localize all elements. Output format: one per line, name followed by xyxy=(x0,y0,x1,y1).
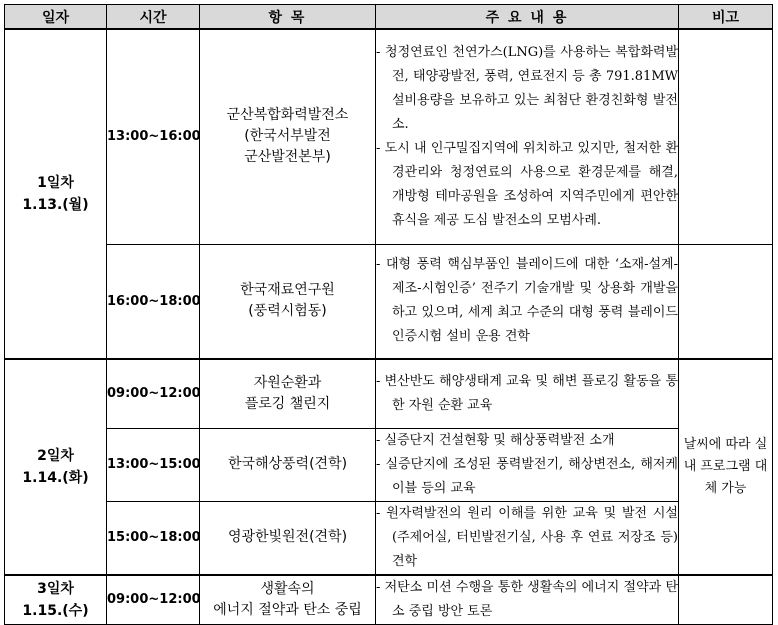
day-date: 1.15.(수) xyxy=(22,602,89,619)
content-para: - 실증단지 건설현황 및 해상풍력발전 소개 xyxy=(376,432,615,448)
item-line: 영광한빛원전(견학) xyxy=(227,529,348,545)
item-line: (한국서부발전 xyxy=(244,128,331,145)
content-para: - 실증단지에 조성된 풍력발전기, 해상변전소, 해저케이블 등의 교육 xyxy=(376,456,678,496)
time-cell: 09:00~12:00 xyxy=(107,575,200,625)
table-header-row xyxy=(5,5,773,30)
day-label: 1일차 xyxy=(37,175,74,191)
content-cell xyxy=(376,428,679,501)
item-cell xyxy=(200,29,376,244)
table-row xyxy=(5,29,773,244)
item-line: 군산복합화력발전소 xyxy=(226,107,349,124)
time-cell: 13:00~16:00 xyxy=(107,29,200,244)
item-line: 한국재료연구원 xyxy=(240,282,335,299)
table-row xyxy=(5,359,773,428)
note-cell xyxy=(679,29,773,244)
header-note: 비고 xyxy=(679,5,773,30)
content-para: - 도시 내 인구밀집지역에 위치하고 있지만, 철저한 환경관리와 청정연료의 사용으로 환경문제를 해결, 개방형 테마공원을 조성하여 지역주민에게 편안한 휴식을 제공 도심 발전소의 모범사례. xyxy=(376,140,678,228)
note-cell xyxy=(679,244,773,359)
content-cell xyxy=(376,29,679,244)
day-label: 2일차 xyxy=(37,447,74,464)
item-cell xyxy=(200,575,376,625)
header-time: 시간 xyxy=(107,5,200,30)
table-row xyxy=(5,575,773,625)
content-para: - 대형 풍력 핵심부품인 블레이드에 대한 ‘소재-설계-제조-시험인증’ 전주기 기술개발 및 상용화 개발을 하고 있으며, 세계 최고 수준의 대형 풍력 블레이드 인증시험 설비 운용 견학 xyxy=(376,257,678,345)
schedule-table xyxy=(4,4,773,625)
table-row xyxy=(5,501,773,575)
item-line: (풍력시험동) xyxy=(248,303,327,320)
item-cell xyxy=(200,428,376,501)
item-line: 에너지 절약과 탄소 중립 xyxy=(213,601,362,618)
day-date: 1.13.(월) xyxy=(22,197,89,213)
header-item: 항 목 xyxy=(200,5,376,30)
note-cell xyxy=(679,575,773,625)
day-cell-1 xyxy=(5,29,107,359)
time-cell: 15:00~18:00 xyxy=(107,501,200,575)
content-para: - 원자력발전의 원리 이해를 위한 교육 및 발전 시설(주제어실, 터빈발전기실, 사용 후 연료 저장조 등) 견학 xyxy=(376,505,678,569)
item-cell xyxy=(200,501,376,575)
item-line: 자원순환과 xyxy=(253,374,322,391)
content-cell xyxy=(376,359,679,428)
item-line: 한국해상풍력(견학) xyxy=(227,456,348,472)
time-cell: 09:00~12:00 xyxy=(107,359,200,428)
content-para: - 저탄소 미션 수행을 통한 생활속의 에너지 절약과 탄소 중립 방안 토론 xyxy=(376,579,678,619)
note-cell: 날씨에 따라 실내 프로그램 대체 가능 xyxy=(679,359,773,575)
day-label: 3일차 xyxy=(37,580,74,597)
time-cell: 16:00~18:00 xyxy=(107,244,200,359)
content-cell xyxy=(376,575,679,625)
header-content: 주 요 내 용 xyxy=(376,5,679,30)
item-line: 플로깅 챌린지 xyxy=(244,395,331,412)
content-cell xyxy=(376,244,679,359)
content-para: - 청정연료인 천연가스(LNG)를 사용하는 복합화력발전, 태양광발전, 풍력, 연료전지 등 총 791.81MW 설비용량을 보유하고 있는 최첨단 환경친화형 발전소. xyxy=(376,44,678,132)
item-cell xyxy=(200,244,376,359)
table-row xyxy=(5,244,773,359)
table-row xyxy=(5,428,773,501)
content-cell xyxy=(376,501,679,575)
day-cell-2 xyxy=(5,359,107,575)
header-day: 일자 xyxy=(5,5,107,30)
content-para: - 변산반도 해양생태계 교육 및 해변 플로깅 활동을 통한 자원 순환 교육 xyxy=(376,373,678,413)
time-cell: 13:00~15:00 xyxy=(107,428,200,501)
item-line: 군산발전본부) xyxy=(244,149,331,166)
day-date: 1.14.(화) xyxy=(22,469,89,486)
day-cell-3 xyxy=(5,575,107,625)
item-cell xyxy=(200,359,376,428)
item-line: 생활속의 xyxy=(260,580,315,597)
